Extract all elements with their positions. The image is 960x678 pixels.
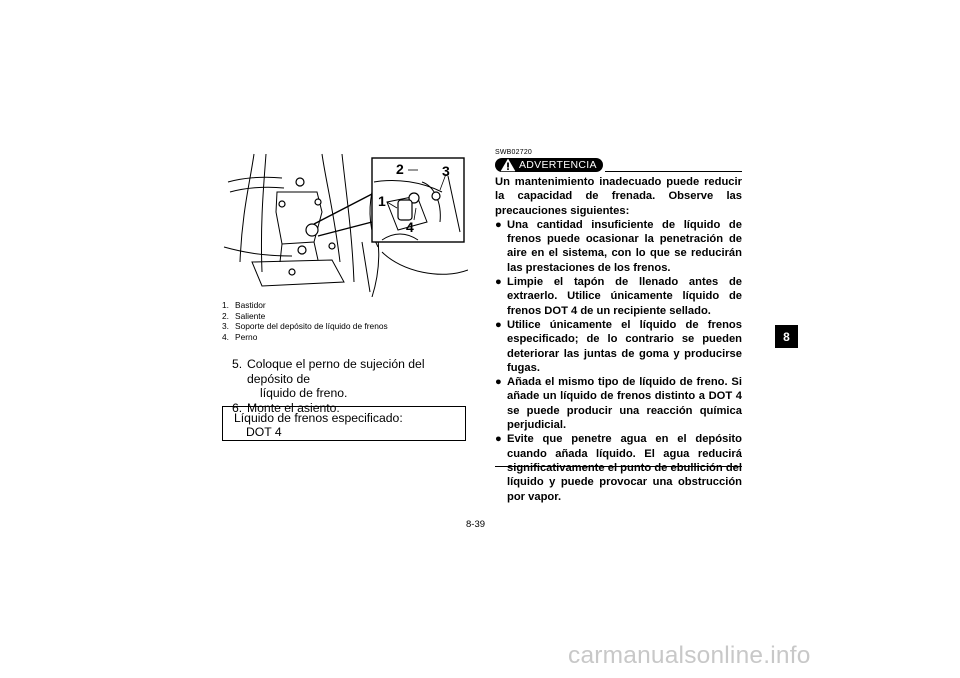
warning-bullet <box>495 318 742 375</box>
bullet-dot-icon: ● <box>495 376 502 389</box>
step-text-cont: líquido de freno. <box>260 386 348 401</box>
warning-badge-label: ADVERTENCIA <box>519 159 597 171</box>
callout-3: 3 <box>442 163 450 179</box>
warning-body <box>495 175 742 504</box>
caption-text: Saliente <box>235 310 266 321</box>
callout-2: 2 <box>396 161 404 177</box>
step-item: 5. Coloque el perno de sujeción del depósito de líquido de freno. <box>232 357 468 401</box>
bullet-dot-icon: ● <box>495 276 502 289</box>
bullet-dot-icon: ● <box>495 218 502 231</box>
callout-4: 4 <box>406 219 414 235</box>
warning-bullet <box>495 275 742 318</box>
warning-bullet <box>495 375 742 432</box>
bullet-dot-icon: ● <box>495 433 502 446</box>
caption-text: Perno <box>235 331 258 342</box>
warning-bullet-text: Añada el mismo tipo de líquido de freno. Si añade un líquido de frenos distinto a DOT 4 se puede producir una reacción química perjudicial. <box>507 376 742 432</box>
caption-text: Bastidor <box>235 300 266 310</box>
warning-bullet-text: Utilice únicamente el líquido de frenos especificado; de lo contrario se pueden deteriorar las juntas de goma y producirse fugas. <box>507 318 742 374</box>
figure-caption-list <box>222 300 388 342</box>
caption-item: 3. Soporte del depósito de líquido de frenos <box>222 321 388 332</box>
brake-reservoir-illustration <box>222 152 468 297</box>
warning-bullet <box>495 432 742 503</box>
watermark: carmanualsonline.info <box>568 642 811 669</box>
spec-label: Líquido de frenos especificado: <box>234 411 403 425</box>
section-tab: 8 <box>775 325 798 348</box>
warning-rule-top <box>605 171 742 172</box>
warning-bullet-text: Una cantidad insuficiente de líquido de frenos puede ocasionar la penetración de aire en el sistema, con lo que se reducirán las prestaciones de los frenos. <box>507 218 742 274</box>
spec-value: DOT 4 <box>246 425 282 439</box>
warning-triangle-icon <box>500 158 516 172</box>
warning-rule-bottom <box>495 466 742 467</box>
callout-1: 1 <box>378 193 386 209</box>
caption-item: 4. Perno <box>222 331 258 342</box>
bullet-dot-icon: ● <box>495 318 502 331</box>
spec-box <box>222 406 466 441</box>
caption-item: 1. Bastidor <box>222 300 266 310</box>
step-text: Monte el asiento. <box>247 400 340 415</box>
warning-intro: Un mantenimiento inadecuado puede reducir la capacidad de frenada. Observe las precauciones siguientes: <box>495 176 742 217</box>
page-number: 8-39 <box>466 519 486 530</box>
warning-bullet-text: Evite que penetre agua en el depósito cuando añada líquido. El agua reducirá significativamente el punto de ebullición del líquido y puede provocar una obstrucción por vapor. <box>507 433 742 503</box>
warning-bullet <box>495 218 742 275</box>
caption-text: Soporte del depósito de líquido de frenos <box>235 321 388 332</box>
step-text: Coloque el perno de sujeción del depósito de <box>247 357 425 386</box>
warning-code: SWB02720 <box>495 149 533 156</box>
warning-bullet-text: Limpie el tapón de llenado antes de extraerlo. Utilice únicamente líquido de frenos DOT 4 de un recipiente sellado. <box>507 276 742 317</box>
step-item: 6. Monte el asiento. <box>232 400 340 415</box>
caption-item: 2. Saliente <box>222 310 266 321</box>
